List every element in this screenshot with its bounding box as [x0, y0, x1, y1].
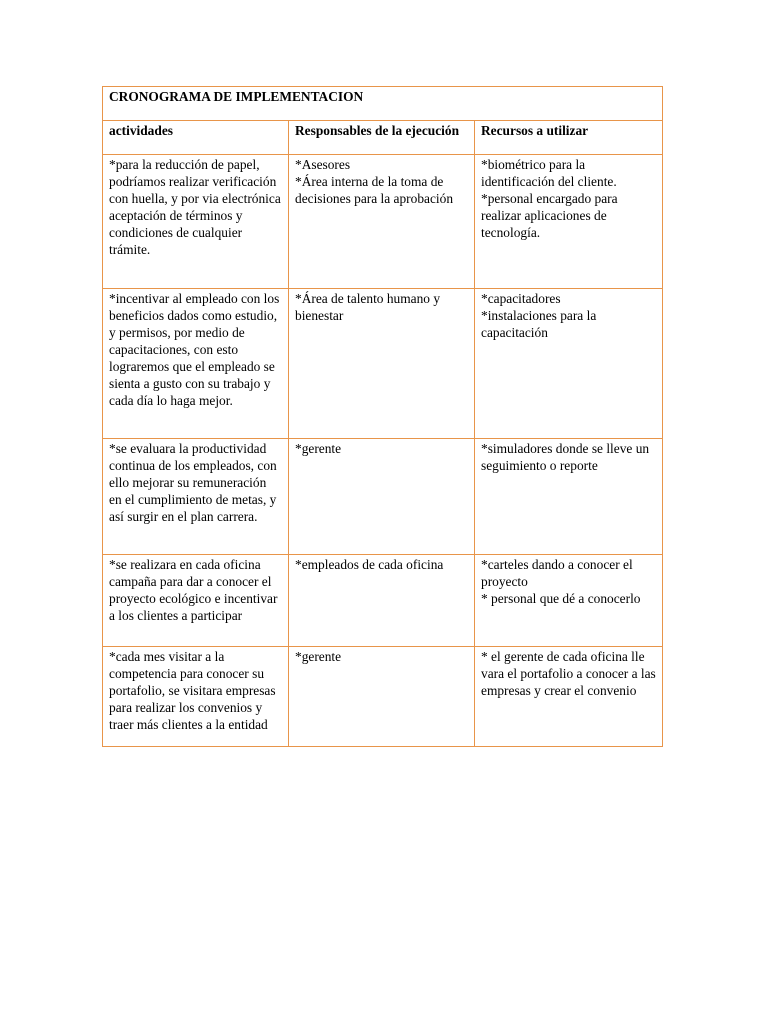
header-activities: actividades: [103, 121, 289, 155]
responsible-cell: *empleados de cada oficina: [289, 555, 475, 647]
activity-cell: *para la reducción de papel, podríamos realizar verificación con huella, y por via electrónica aceptación de términos y condiciones de cualquier trámite.: [103, 155, 289, 289]
table-row: [103, 647, 663, 747]
resources-cell: * el gerente de cada oficina lle vara el portafolio a conocer a las empresas y crear el convenio: [475, 647, 663, 747]
table-row: [103, 555, 663, 647]
table-row: [103, 155, 663, 289]
schedule-table: [102, 86, 663, 747]
title-row: [103, 87, 663, 121]
resources-cell: *simuladores donde se lleve un seguimiento o reporte: [475, 439, 663, 555]
activity-cell: *cada mes visitar a la competencia para conocer su portafolio, se visitara empresas para realizar los convenios y traer más clientes a la entidad: [103, 647, 289, 747]
responsible-cell: *Asesores *Área interna de la toma de decisiones para la aprobación: [289, 155, 475, 289]
table-row: [103, 439, 663, 555]
resources-cell: *capacitadores *instalaciones para la capacitación: [475, 289, 663, 439]
header-row: [103, 121, 663, 155]
table-title: CRONOGRAMA DE IMPLEMENTACION: [103, 87, 663, 121]
table-row: [103, 289, 663, 439]
activity-cell: *incentivar al empleado con los beneficios dados como estudio, y permisos, por medio de capacitaciones, con esto lograremos que el empleado se sienta a gusto con su trabajo y cada día lo haga mejor.: [103, 289, 289, 439]
activity-cell: *se realizara en cada oficina campaña para dar a conocer el proyecto ecológico e incentivar a los clientes a participar: [103, 555, 289, 647]
resources-cell: *biométrico para la identificación del cliente. *personal encargado para realizar aplicaciones de tecnología.: [475, 155, 663, 289]
header-resources: Recursos a utilizar: [475, 121, 663, 155]
activity-cell: *se evaluara la productividad continua de los empleados, con ello mejorar su remuneración en el cumplimiento de metas, y así surgir en el plan carrera.: [103, 439, 289, 555]
responsible-cell: *gerente: [289, 439, 475, 555]
resources-cell: *carteles dando a conocer el proyecto * personal que dé a conocerlo: [475, 555, 663, 647]
responsible-cell: *Área de talento humano y bienestar: [289, 289, 475, 439]
header-responsibles: Responsables de la ejecución: [289, 121, 475, 155]
responsible-cell: *gerente: [289, 647, 475, 747]
